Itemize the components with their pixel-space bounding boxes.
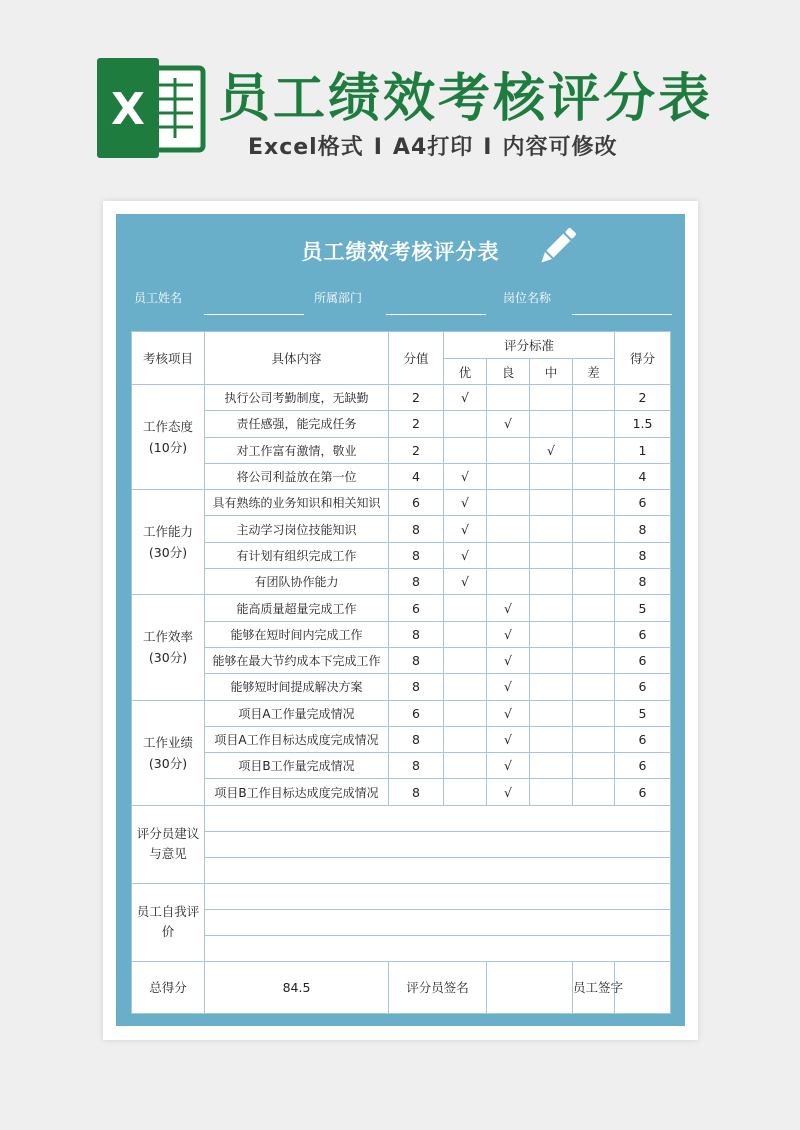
item-score[interactable]: 8	[615, 542, 671, 568]
grade-check-mark[interactable]: √	[444, 516, 487, 542]
total-value[interactable]: 84.5	[205, 961, 389, 1013]
table-row	[132, 700, 671, 726]
comment-row	[132, 909, 671, 935]
column-header-value: 分值	[389, 332, 444, 385]
grade-cell[interactable]	[573, 463, 615, 489]
item-value[interactable]: 8	[389, 569, 444, 595]
grade-cell[interactable]	[573, 700, 615, 726]
reviewer-comments-label: 评分员建议与意见	[132, 805, 205, 883]
department-field[interactable]	[386, 314, 486, 315]
grade-check-mark[interactable]: √	[487, 753, 530, 779]
reviewer-sign-field[interactable]	[487, 961, 573, 1013]
reviewer-sign-label: 评分员签名	[389, 961, 487, 1013]
department-label: 所属部门	[314, 291, 363, 305]
item-value[interactable]: 2	[389, 385, 444, 411]
table-row	[132, 647, 671, 673]
table-row	[132, 490, 671, 516]
grade-check-mark[interactable]: √	[444, 542, 487, 568]
grade-cell[interactable]	[530, 516, 573, 542]
grade-cell[interactable]	[573, 385, 615, 411]
comment-line[interactable]	[205, 935, 671, 961]
comment-line[interactable]	[205, 909, 671, 935]
item-score[interactable]: 6	[615, 779, 671, 805]
table-row	[132, 516, 671, 542]
grade-cell[interactable]	[573, 647, 615, 673]
table-row	[132, 385, 671, 411]
excel-logo-icon	[95, 58, 207, 158]
grade-cell[interactable]	[573, 437, 615, 463]
table-row	[132, 569, 671, 595]
table-row	[132, 753, 671, 779]
evaluation-form	[116, 214, 685, 1026]
item-score[interactable]: 1	[615, 437, 671, 463]
grade-header: 差	[573, 359, 615, 385]
grade-cell[interactable]	[573, 674, 615, 700]
grade-cell[interactable]	[530, 779, 573, 805]
table-row	[132, 463, 671, 489]
comment-line[interactable]	[205, 805, 671, 831]
grade-header: 良	[487, 359, 530, 385]
grade-cell[interactable]	[530, 490, 573, 516]
grade-cell[interactable]	[444, 647, 487, 673]
grade-cell[interactable]	[573, 753, 615, 779]
grade-cell[interactable]	[487, 385, 530, 411]
table-row	[132, 726, 671, 752]
grade-cell[interactable]	[573, 779, 615, 805]
item-content[interactable]: 能高质量超量完成工作	[205, 595, 389, 621]
column-header-content: 具体内容	[205, 332, 389, 385]
page-title: 员工绩效考核评分表	[218, 69, 714, 129]
grade-cell[interactable]	[530, 726, 573, 752]
position-field[interactable]	[572, 314, 672, 315]
grade-cell[interactable]	[530, 385, 573, 411]
item-content[interactable]: 将公司利益放在第一位	[205, 463, 389, 489]
item-score[interactable]: 6	[615, 726, 671, 752]
column-header-criteria: 评分标准	[444, 332, 615, 359]
item-value[interactable]: 8	[389, 753, 444, 779]
grade-cell[interactable]	[444, 700, 487, 726]
total-label: 总得分	[132, 961, 205, 1013]
item-value[interactable]: 2	[389, 411, 444, 437]
grade-cell[interactable]	[444, 437, 487, 463]
employee-sign-label: 员工签字	[573, 961, 615, 1013]
grade-check-mark[interactable]: √	[487, 726, 530, 752]
grade-cell[interactable]	[573, 726, 615, 752]
feature-item: 内容可修改	[502, 135, 618, 160]
item-content[interactable]: 对工作富有激情，敬业	[205, 437, 389, 463]
feature-item: A4打印	[392, 135, 474, 160]
grade-check-mark[interactable]: √	[487, 647, 530, 673]
grade-cell[interactable]	[530, 621, 573, 647]
grade-cell[interactable]	[487, 463, 530, 489]
employee-name-label: 员工姓名	[134, 291, 183, 305]
grade-cell[interactable]	[530, 411, 573, 437]
total-row	[132, 961, 671, 1013]
item-content[interactable]: 能够在短时间内完成工作	[205, 621, 389, 647]
grade-cell[interactable]	[530, 674, 573, 700]
table-row	[132, 779, 671, 805]
grade-cell[interactable]	[573, 516, 615, 542]
grade-cell[interactable]	[487, 569, 530, 595]
feature-separator: I	[373, 135, 383, 160]
grade-cell[interactable]	[487, 542, 530, 568]
item-value[interactable]: 6	[389, 595, 444, 621]
item-score[interactable]: 6	[615, 490, 671, 516]
grade-check-mark[interactable]: √	[444, 385, 487, 411]
grade-cell[interactable]	[444, 779, 487, 805]
grade-cell[interactable]	[530, 647, 573, 673]
grade-cell[interactable]	[573, 569, 615, 595]
grade-cell[interactable]	[487, 516, 530, 542]
grade-check-mark[interactable]: √	[530, 437, 573, 463]
table-row	[132, 411, 671, 437]
item-content[interactable]: 责任感强，能完成任务	[205, 411, 389, 437]
excel-logo-letter: X	[111, 84, 145, 135]
grade-cell[interactable]	[444, 411, 487, 437]
column-header-score: 得分	[615, 332, 671, 385]
table-row	[132, 437, 671, 463]
grade-cell[interactable]	[573, 621, 615, 647]
item-score[interactable]: 6	[615, 753, 671, 779]
table-row	[132, 621, 671, 647]
grade-cell[interactable]	[444, 621, 487, 647]
item-value[interactable]: 8	[389, 726, 444, 752]
grade-cell[interactable]	[444, 595, 487, 621]
employee-name-field[interactable]	[204, 314, 304, 315]
item-content[interactable]: 项目B工作量完成情况	[205, 753, 389, 779]
grade-cell[interactable]	[487, 437, 530, 463]
category-label: 工作态度 (10分)	[132, 385, 205, 490]
grade-cell[interactable]	[530, 595, 573, 621]
item-value[interactable]: 4	[389, 463, 444, 489]
grade-check-mark[interactable]: √	[487, 621, 530, 647]
evaluation-table	[131, 331, 671, 1014]
item-score[interactable]: 5	[615, 595, 671, 621]
grade-cell[interactable]	[444, 753, 487, 779]
comment-line[interactable]	[205, 857, 671, 883]
item-content[interactable]: 执行公司考勤制度，无缺勤	[205, 385, 389, 411]
feature-separator: I	[483, 135, 493, 160]
item-content[interactable]: 有计划有组织完成工作	[205, 542, 389, 568]
item-score[interactable]: 1.5	[615, 411, 671, 437]
item-score[interactable]: 8	[615, 516, 671, 542]
grade-cell[interactable]	[444, 674, 487, 700]
grade-cell[interactable]	[530, 753, 573, 779]
grade-check-mark[interactable]: √	[444, 490, 487, 516]
table-row	[132, 595, 671, 621]
item-content[interactable]: 主动学习岗位技能知识	[205, 516, 389, 542]
item-value[interactable]: 8	[389, 647, 444, 673]
feature-list	[248, 130, 708, 161]
item-content[interactable]: 项目B工作目标达成度完成情况	[205, 779, 389, 805]
item-value[interactable]: 8	[389, 779, 444, 805]
self-evaluation-label: 员工自我评价	[132, 883, 205, 961]
grade-cell[interactable]	[530, 463, 573, 489]
grade-cell[interactable]	[573, 490, 615, 516]
comment-row	[132, 805, 671, 831]
item-value[interactable]: 8	[389, 621, 444, 647]
item-score[interactable]: 6	[615, 621, 671, 647]
item-content[interactable]: 能够短时间提成解决方案	[205, 674, 389, 700]
item-score[interactable]: 6	[615, 647, 671, 673]
item-content[interactable]: 有团队协作能力	[205, 569, 389, 595]
item-content[interactable]: 具有熟练的业务知识和相关知识	[205, 490, 389, 516]
item-value[interactable]: 8	[389, 674, 444, 700]
category-label: 工作能力 (30分)	[132, 490, 205, 595]
comment-row	[132, 883, 671, 909]
category-label: 工作效率 (30分)	[132, 595, 205, 700]
grade-cell[interactable]	[530, 700, 573, 726]
position-label: 岗位名称	[503, 291, 552, 305]
feature-item: Excel格式	[248, 135, 364, 160]
grade-header: 优	[444, 359, 487, 385]
comment-row	[132, 831, 671, 857]
employee-info-row	[116, 289, 685, 319]
table-row	[132, 542, 671, 568]
item-score[interactable]: 5	[615, 700, 671, 726]
item-content[interactable]: 能够在最大节约成本下完成工作	[205, 647, 389, 673]
grade-cell[interactable]	[573, 595, 615, 621]
item-score[interactable]: 4	[615, 463, 671, 489]
table-row	[132, 674, 671, 700]
form-title: 员工绩效考核评分表	[301, 240, 500, 264]
item-score[interactable]: 8	[615, 569, 671, 595]
grade-cell[interactable]	[573, 542, 615, 568]
grade-header: 中	[530, 359, 573, 385]
pencil-icon	[536, 226, 578, 268]
item-content[interactable]: 项目A工作目标达成度完成情况	[205, 726, 389, 752]
grade-cell[interactable]	[530, 542, 573, 568]
item-score[interactable]: 2	[615, 385, 671, 411]
grade-cell[interactable]	[487, 490, 530, 516]
grade-check-mark[interactable]: √	[487, 674, 530, 700]
item-content[interactable]: 项目A工作量完成情况	[205, 700, 389, 726]
item-value[interactable]: 2	[389, 437, 444, 463]
grade-check-mark[interactable]: √	[444, 463, 487, 489]
item-value[interactable]: 6	[389, 700, 444, 726]
grade-check-mark[interactable]: √	[444, 569, 487, 595]
category-label: 工作业绩 (30分)	[132, 700, 205, 805]
grade-check-mark[interactable]: √	[487, 779, 530, 805]
item-value[interactable]: 6	[389, 490, 444, 516]
item-value[interactable]: 8	[389, 542, 444, 568]
grade-check-mark[interactable]: √	[487, 700, 530, 726]
grade-cell[interactable]	[573, 411, 615, 437]
grade-check-mark[interactable]: √	[487, 411, 530, 437]
grade-check-mark[interactable]: √	[487, 595, 530, 621]
grade-cell[interactable]	[444, 726, 487, 752]
item-value[interactable]: 8	[389, 516, 444, 542]
item-score[interactable]: 6	[615, 674, 671, 700]
grade-cell[interactable]	[530, 569, 573, 595]
comment-line[interactable]	[205, 831, 671, 857]
column-header-item: 考核项目	[132, 332, 205, 385]
comment-row	[132, 935, 671, 961]
table-header-row	[132, 332, 671, 359]
comment-line[interactable]	[205, 883, 671, 909]
comment-row	[132, 857, 671, 883]
